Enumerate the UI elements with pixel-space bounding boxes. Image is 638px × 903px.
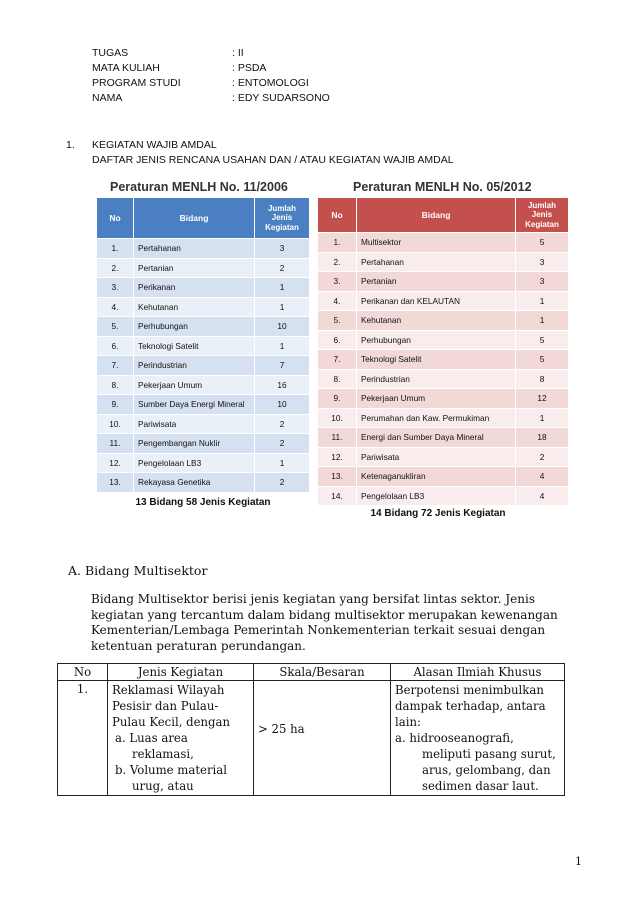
multisektor-table bbox=[57, 663, 565, 796]
header-row-mata-kuliah bbox=[92, 61, 330, 76]
row-number: 10. bbox=[97, 414, 134, 434]
jumlah-cell: 1 bbox=[516, 291, 569, 311]
column-header-jumlah: Jumlah Jenis Kegiatan bbox=[255, 198, 310, 239]
column-header-alasan: Alasan Ilmiah Khusus bbox=[391, 664, 565, 681]
table-title: Peraturan MENLH No. 11/2006 bbox=[110, 180, 288, 194]
bidang-cell: Perumahan dan Kaw. Permukiman bbox=[357, 408, 516, 428]
bidang-cell: Multisektor bbox=[357, 233, 516, 253]
row-number: 2. bbox=[97, 258, 134, 278]
row-number: 8. bbox=[318, 369, 357, 389]
jumlah-cell: 5 bbox=[516, 330, 569, 350]
table-footer: 13 Bidang 58 Jenis Kegiatan bbox=[135, 496, 271, 508]
row-number: 8. bbox=[97, 375, 134, 395]
cell-line: a. hidrooseanografi, bbox=[395, 731, 514, 745]
header-key: TUGAS bbox=[92, 47, 129, 59]
jumlah-cell: 1 bbox=[255, 278, 310, 298]
jumlah-cell: 2 bbox=[516, 447, 569, 467]
bidang-cell: Pengelolaan LB3 bbox=[357, 486, 516, 506]
row-number: 6. bbox=[318, 330, 357, 350]
paragraph-line: Kementerian/Lembaga Pemerintah Nonkementerian terkait sesuai dengan bbox=[91, 623, 546, 638]
bidang-cell: Teknologi Satelit bbox=[134, 336, 255, 356]
table-row bbox=[97, 473, 310, 493]
table-row bbox=[318, 350, 569, 370]
jumlah-cell: 7 bbox=[255, 356, 310, 376]
table-title: Peraturan MENLH No. 05/2012 bbox=[353, 180, 532, 194]
table-footer: 14 Bidang 72 Jenis Kegiatan bbox=[370, 508, 506, 519]
bidang-cell: Perhubungan bbox=[134, 317, 255, 337]
jumlah-cell: 5 bbox=[516, 350, 569, 370]
jumlah-cell: 10 bbox=[255, 317, 310, 337]
bidang-cell: Energi dan Sumber Daya Mineral bbox=[357, 428, 516, 448]
header-row-tugas bbox=[92, 46, 330, 61]
paragraph-line: kegiatan yang tercantum dalam bidang multisektor merupakan kewenangan bbox=[91, 607, 558, 622]
header-key: PROGRAM STUDI bbox=[92, 77, 181, 89]
bidang-cell: Pertahanan bbox=[357, 252, 516, 272]
header-row-program-studi bbox=[92, 76, 330, 91]
table-row bbox=[318, 330, 569, 350]
header-row-nama bbox=[92, 91, 330, 106]
header-value: : ENTOMOLOGI bbox=[232, 77, 309, 89]
row-number: 7. bbox=[97, 356, 134, 376]
table-row bbox=[97, 258, 310, 278]
bidang-cell: Kehutanan bbox=[357, 311, 516, 331]
cell-line: Pulau Kecil, dengan bbox=[112, 715, 231, 729]
table-row bbox=[318, 389, 569, 409]
bidang-cell: Pertanian bbox=[134, 258, 255, 278]
table-row bbox=[318, 408, 569, 428]
jumlah-cell: 4 bbox=[516, 486, 569, 506]
jumlah-cell: 16 bbox=[255, 375, 310, 395]
table-row bbox=[318, 311, 569, 331]
cell-line: a. Luas area bbox=[115, 731, 188, 745]
bidang-cell: Pertanian bbox=[357, 272, 516, 292]
cell-line: b. Volume material bbox=[115, 763, 227, 777]
jumlah-cell: 1 bbox=[255, 297, 310, 317]
row-number: 11. bbox=[97, 434, 134, 454]
section-subtitle: DAFTAR JENIS RENCANA USAHAN DAN / ATAU KEGIATAN WAJIB AMDAL bbox=[92, 154, 454, 166]
column-header-bidang: Bidang bbox=[357, 198, 516, 233]
header-value: : II bbox=[232, 47, 244, 59]
table-row bbox=[318, 291, 569, 311]
column-header-jenis-kegiatan: Jenis Kegiatan bbox=[108, 664, 254, 681]
table-row bbox=[97, 239, 310, 259]
section-number: 1. bbox=[66, 139, 75, 151]
jumlah-cell: 1 bbox=[516, 408, 569, 428]
row-number: 11. bbox=[318, 428, 357, 448]
column-header-no: No bbox=[58, 664, 108, 681]
jumlah-cell: 4 bbox=[516, 467, 569, 487]
column-header-jumlah: Jumlah Jenis Kegiatan bbox=[516, 198, 569, 233]
jumlah-cell: 2 bbox=[255, 414, 310, 434]
paragraph-line: Bidang Multisektor berisi jenis kegiatan yang bersifat lintas sektor. Jenis bbox=[91, 592, 535, 606]
row-number: 7. bbox=[318, 350, 357, 370]
table-row bbox=[97, 395, 310, 415]
section-a-paragraph bbox=[91, 592, 591, 654]
cell-line: reklamasi, bbox=[132, 747, 194, 761]
table-2012 bbox=[317, 197, 569, 506]
header-value: : PSDA bbox=[232, 62, 267, 74]
header-value: : EDY SUDARSONO bbox=[232, 92, 330, 104]
row-number: 1. bbox=[97, 239, 134, 259]
table-row bbox=[97, 317, 310, 337]
skala-cell: > 25 ha bbox=[254, 681, 391, 796]
row-number: 4. bbox=[97, 297, 134, 317]
bidang-cell: Pertahanan bbox=[134, 239, 255, 259]
cell-line: lain: bbox=[395, 715, 421, 729]
table-row bbox=[318, 428, 569, 448]
bidang-cell: Rekayasa Genetika bbox=[134, 473, 255, 493]
bidang-cell: Perikanan dan KELAUTAN bbox=[357, 291, 516, 311]
table-row bbox=[318, 272, 569, 292]
row-number: 4. bbox=[318, 291, 357, 311]
jumlah-cell: 1 bbox=[516, 311, 569, 331]
row-number: 6. bbox=[97, 336, 134, 356]
row-number: 13. bbox=[97, 473, 134, 493]
cell-line: urug, atau bbox=[132, 779, 194, 793]
row-number: 3. bbox=[97, 278, 134, 298]
table-row bbox=[58, 681, 565, 796]
row-number: 1. bbox=[58, 681, 108, 796]
column-header-no: No bbox=[318, 198, 357, 233]
bidang-cell: Pengembangan Nuklir bbox=[134, 434, 255, 454]
jumlah-cell: 5 bbox=[516, 233, 569, 253]
jumlah-cell: 3 bbox=[516, 252, 569, 272]
table-row bbox=[318, 486, 569, 506]
row-number: 9. bbox=[318, 389, 357, 409]
document-header bbox=[92, 46, 330, 106]
row-number: 10. bbox=[318, 408, 357, 428]
section-title: KEGIATAN WAJIB AMDAL bbox=[92, 139, 217, 151]
header-key: MATA KULIAH bbox=[92, 62, 160, 74]
bidang-cell: Kehutanan bbox=[134, 297, 255, 317]
bidang-cell: Sumber Daya Energi Mineral bbox=[134, 395, 255, 415]
table-row bbox=[97, 434, 310, 454]
regulation-table-2012 bbox=[317, 180, 569, 519]
jumlah-cell: 1 bbox=[255, 336, 310, 356]
cell-line: Pesisir dan Pulau- bbox=[112, 699, 219, 713]
bidang-cell: Pekerjaan Umum bbox=[357, 389, 516, 409]
jumlah-cell: 2 bbox=[255, 258, 310, 278]
column-header-skala: Skala/Besaran bbox=[254, 664, 391, 681]
jumlah-cell: 18 bbox=[516, 428, 569, 448]
row-number: 9. bbox=[97, 395, 134, 415]
cell-line: dampak terhadap, antara bbox=[395, 699, 546, 713]
cell-line: meliputi pasang surut, bbox=[422, 747, 556, 761]
jumlah-cell: 2 bbox=[255, 473, 310, 493]
table-row bbox=[97, 336, 310, 356]
page-number: 1 bbox=[575, 855, 582, 868]
jumlah-cell: 1 bbox=[255, 453, 310, 473]
jumlah-cell: 8 bbox=[516, 369, 569, 389]
table-row bbox=[97, 297, 310, 317]
table-row bbox=[97, 356, 310, 376]
bidang-cell: Perikanan bbox=[134, 278, 255, 298]
regulation-table-2006 bbox=[96, 180, 310, 508]
row-number: 3. bbox=[318, 272, 357, 292]
row-number: 12. bbox=[97, 453, 134, 473]
bidang-cell: Perindustrian bbox=[357, 369, 516, 389]
jenis-kegiatan-cell bbox=[108, 681, 254, 796]
cell-line: sedimen dasar laut. bbox=[422, 779, 539, 793]
jumlah-cell: 2 bbox=[255, 434, 310, 454]
table-row bbox=[318, 467, 569, 487]
table-row bbox=[97, 453, 310, 473]
bidang-cell: Perindustrian bbox=[134, 356, 255, 376]
header-key: NAMA bbox=[92, 92, 123, 104]
jumlah-cell: 10 bbox=[255, 395, 310, 415]
column-header-bidang: Bidang bbox=[134, 198, 255, 239]
bidang-cell: Pekerjaan Umum bbox=[134, 375, 255, 395]
row-number: 5. bbox=[318, 311, 357, 331]
bidang-cell: Pariwisata bbox=[357, 447, 516, 467]
table-row bbox=[318, 369, 569, 389]
cell-line: Berpotensi menimbulkan bbox=[395, 683, 544, 697]
jumlah-cell: 12 bbox=[516, 389, 569, 409]
bidang-cell: Pariwisata bbox=[134, 414, 255, 434]
row-number: 1. bbox=[318, 233, 357, 253]
bidang-cell: Perhubungan bbox=[357, 330, 516, 350]
section-a-title: A. Bidang Multisektor bbox=[68, 563, 208, 578]
table-row bbox=[97, 414, 310, 434]
bidang-cell: Teknologi Satelit bbox=[357, 350, 516, 370]
row-number: 14. bbox=[318, 486, 357, 506]
row-number: 12. bbox=[318, 447, 357, 467]
table-row bbox=[318, 447, 569, 467]
table-2006 bbox=[96, 197, 310, 493]
paragraph-line: ketentuan peraturan perundangan. bbox=[91, 638, 306, 653]
row-number: 2. bbox=[318, 252, 357, 272]
table-row bbox=[318, 252, 569, 272]
jumlah-cell: 3 bbox=[516, 272, 569, 292]
bidang-cell: Pengelolaan LB3 bbox=[134, 453, 255, 473]
table-row bbox=[318, 233, 569, 253]
column-header-no: No bbox=[97, 198, 134, 239]
row-number: 5. bbox=[97, 317, 134, 337]
jumlah-cell: 3 bbox=[255, 239, 310, 259]
table-row bbox=[97, 278, 310, 298]
cell-line: Reklamasi Wilayah bbox=[112, 683, 225, 697]
cell-line: arus, gelombang, dan bbox=[422, 763, 551, 777]
table-row bbox=[97, 375, 310, 395]
row-number: 13. bbox=[318, 467, 357, 487]
alasan-cell bbox=[391, 681, 565, 796]
bidang-cell: Ketenaganukliran bbox=[357, 467, 516, 487]
